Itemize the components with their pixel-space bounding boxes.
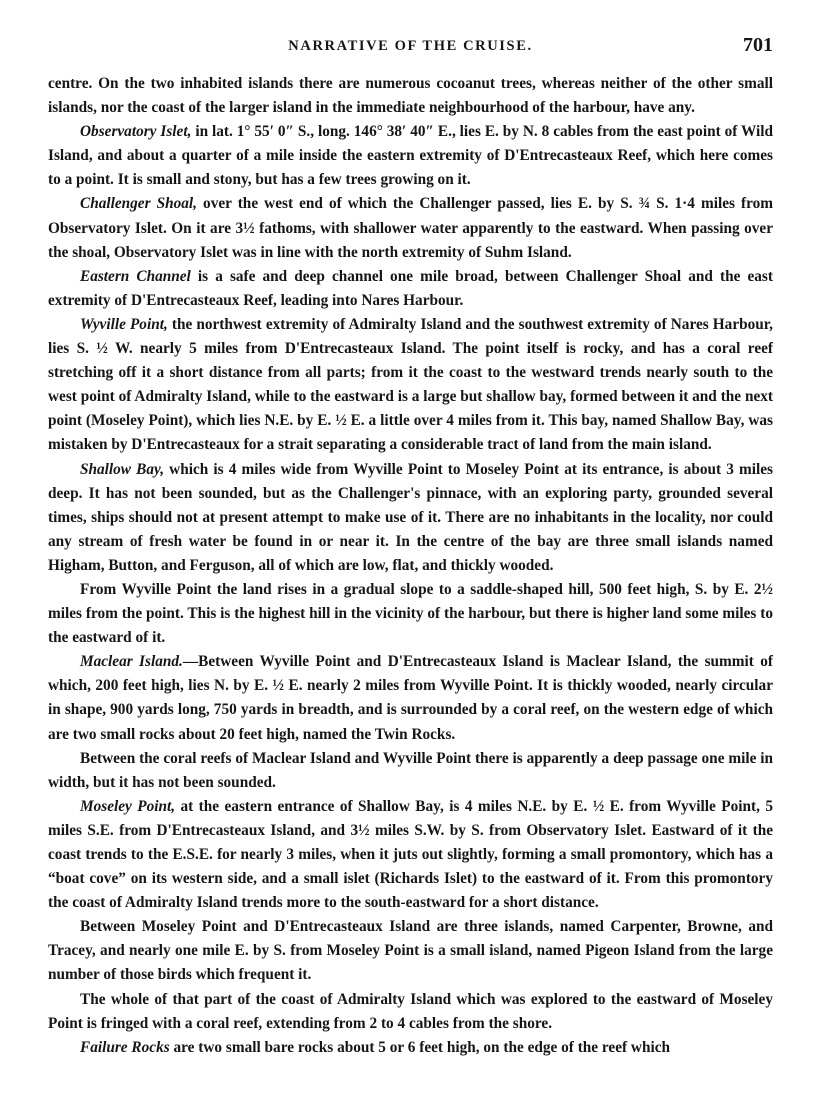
paragraph-text: Between the coral reefs of Maclear Island and Wyville Point there is apparently a deep passage one mile in width, but it has not been sounded. <box>48 749 773 791</box>
paragraph-lead: Maclear Island. <box>80 653 183 671</box>
paragraph-moseley-point <box>48 795 773 915</box>
paragraph-continuation <box>48 72 773 120</box>
paragraph-lead: Challenger Shoal, <box>80 195 197 213</box>
paragraph-text: centre. On the two inhabited islands there are numerous cocoanut trees, whereas neither of the other small islands, nor the coast of the larger island in the immediate neighbourhood of the harbour, have any. <box>48 75 773 117</box>
paragraph-text: at the eastern entrance of Shallow Bay, is 4 miles N.E. by E. ½ E. from Wyville Point, 5 miles S.E. from D'Entrecasteaux Island, and 3½ miles S.W. by S. from Observatory Islet. Eastward of it the coast trends to the E.S.E. for nearly 3 miles, when it juts out slightly, forming a small promontory, which has a “boat cove” on its western side, and a small islet (Richards Islet) to the eastward of it. From this promontory the coast of Admiralty Island trends more to the south-eastward for a short distance. <box>48 797 773 912</box>
page-body <box>48 72 773 1060</box>
page-number: 701 <box>743 34 773 56</box>
paragraph-coral-reef <box>48 988 773 1036</box>
paragraph-text: over the west end of which the Challenger passed, lies E. by S. ¾ S. 1·4 miles from Observatory Islet. On it are 3½ fathoms, with shallower water apparently to the eastward. When passing over the shoal, Observatory Islet was in line with the north extremity of Suhm Island. <box>48 195 773 261</box>
paragraph-maclear-island <box>48 650 773 746</box>
paragraph-lead: Wyville Point, <box>80 315 168 333</box>
paragraph-text: which is 4 miles wide from Wyville Point to Moseley Point at its entrance, is about 3 miles deep. It has not been sounded, but as the Challenger's pinnace, with an exploring party, grounded several times, ships should not at present attempt to make use of it. There are no inhabitants in the locality, nor could any stream of fresh water be found in or near it. In the centre of the bay are three small islands named Higham, Button, and Ferguson, all of which are low, flat, and thickly wooded. <box>48 460 773 574</box>
paragraph-wyville-point <box>48 313 773 458</box>
paragraph-text: the northwest extremity of Admiralty Island and the southwest extremity of Nares Harbour, lies S. ½ W. nearly 5 miles from D'Entrecasteaux Island. The point itself is rocky, and has a coral reef stretching off it a short distance from all parts; from it the coast to the westward trends nearly south to the west point of Admiralty Island, while to the eastward is a large but shallow bay, formed between it and the next point (Moseley Point), which lies N.E. by E. ½ E. a little over 4 miles from it. This bay, named Shallow Bay, was mistaken by D'Entrecasteaux for a strait separating a considerable tract of land from the main island. <box>48 315 773 454</box>
paragraph-lead: Eastern Channel <box>80 267 191 285</box>
paragraph-text: Between Moseley Point and D'Entrecasteaux Island are three islands, named Carpenter, Browne, and Tracey, and nearly one mile E. by S. from Moseley Point is a small island, named Pigeon Island from the large number of those birds which frequent it. <box>48 918 773 984</box>
paragraph-failure-rocks <box>48 1036 773 1060</box>
paragraph-text: in lat. 1° 55′ 0″ S., long. 146° 38′ 40″ E., lies E. by N. 8 cables from the east point of Wild Island, and about a quarter of a mile inside the eastern extremity of D'Entrecasteaux Reef, which here comes to a point. It is small and stony, but has a few trees growing on it. <box>48 123 773 189</box>
paragraph-lead: Observatory Islet, <box>80 123 192 141</box>
paragraph-saddle-hill <box>48 578 773 650</box>
page-header <box>48 34 773 72</box>
paragraph-text: From Wyville Point the land rises in a gradual slope to a saddle-shaped hill, 500 feet high, S. by E. 2½ miles from the point. This is the highest hill in the vicinity of the harbour, but there is higher land some miles to the eastward of it. <box>48 580 773 647</box>
paragraph-observatory-islet <box>48 120 773 192</box>
paragraph-eastern-channel <box>48 265 773 313</box>
paragraph-text: is a safe and deep channel one mile broad, between Challenger Shoal and the east extremity of D'Entrecasteaux Reef, leading into Nares Harbour. <box>48 267 773 309</box>
paragraph-deep-passage <box>48 747 773 795</box>
paragraph-shallow-bay <box>48 458 773 578</box>
paragraph-challenger-shoal <box>48 192 773 264</box>
paragraph-lead: Failure Rocks <box>80 1038 170 1056</box>
paragraph-text: The whole of that part of the coast of Admiralty Island which was explored to the eastward of Moseley Point is fringed with a coral reef, extending from 2 to 4 cables from the shore. <box>48 990 773 1032</box>
paragraph-lead: Moseley Point, <box>80 797 176 815</box>
paragraph-text: —Between Wyville Point and D'Entrecasteaux Island is Maclear Island, the summit of which, 200 feet high, lies N. by E. ½ E. nearly 2 miles from Wyville Point. It is thickly wooded, nearly circular in shape, 900 yards long, 750 yards in breadth, and is surrounded by a coral reef, on the western edge of which are two small rocks about 20 feet high, named the Twin Rocks. <box>48 653 774 743</box>
paragraph-lead: Shallow Bay, <box>80 460 165 478</box>
paragraph-text: are two small bare rocks about 5 or 6 feet high, on the edge of the reef which <box>169 1038 671 1056</box>
running-head: NARRATIVE OF THE CRUISE. <box>288 38 533 54</box>
paragraph-three-islands <box>48 915 773 987</box>
